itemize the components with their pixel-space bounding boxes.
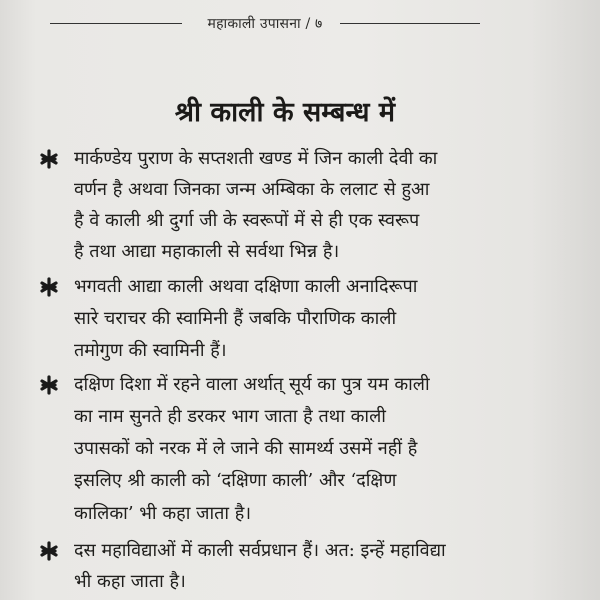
- asterisk-bullet-icon: [38, 148, 60, 170]
- text-line: भी कहा जाता है।: [74, 571, 186, 592]
- header-rule-right: [340, 23, 480, 24]
- text-line: सारे चराचर की स्वामिनी हैं जबकि पौराणिक काली: [74, 308, 397, 329]
- text-line: इसलिए श्री काली को ‘दक्षिणा काली’ और ‘दक्षिण: [74, 470, 397, 491]
- header-rule-left: [50, 23, 182, 24]
- text-line: वर्णन है अथवा जिनका जन्म अम्बिका के ललाट से हुआ: [74, 179, 430, 200]
- running-header: [50, 8, 480, 38]
- text-line: का नाम सुनते ही डरकर भाग जाता है तथा काली: [74, 406, 386, 427]
- text-line: दक्षिण दिशा में रहने वाला अर्थात् सूर्य का पुत्र यम काली: [74, 374, 430, 395]
- text-line: है तथा आद्या महाकाली से सर्वथा भिन्न है।: [74, 241, 340, 262]
- text-line: भगवती आद्या काली अथवा दक्षिणा काली अनादिरूपा: [74, 276, 418, 297]
- text-line: कालिका’ भी कहा जाता है।: [74, 503, 252, 524]
- text-line: दस महाविद्याओं में काली सर्वप्रधान हैं। अत: इन्हें महाविद्या: [74, 540, 446, 561]
- header-text: महाकाली उपासना / ७: [207, 15, 323, 32]
- text-line: तमोगुण की स्वामिनी हैं।: [74, 340, 227, 361]
- asterisk-bullet-icon: [38, 276, 60, 298]
- asterisk-bullet-icon: [38, 374, 60, 396]
- section-title: श्री काली के सम्बन्ध में: [174, 97, 396, 128]
- text-line: है वे काली श्री दुर्गा जी के स्वरूपों में से ही एक स्वरूप: [74, 210, 420, 231]
- text-line: मार्कण्डेय पुराण के सप्तशती खण्ड में जिन काली देवी का: [74, 148, 438, 169]
- text-line: उपासकों को नरक में ले जाने की सामर्थ्य उसमें नहीं है: [74, 438, 418, 459]
- asterisk-bullet-icon: [38, 540, 60, 562]
